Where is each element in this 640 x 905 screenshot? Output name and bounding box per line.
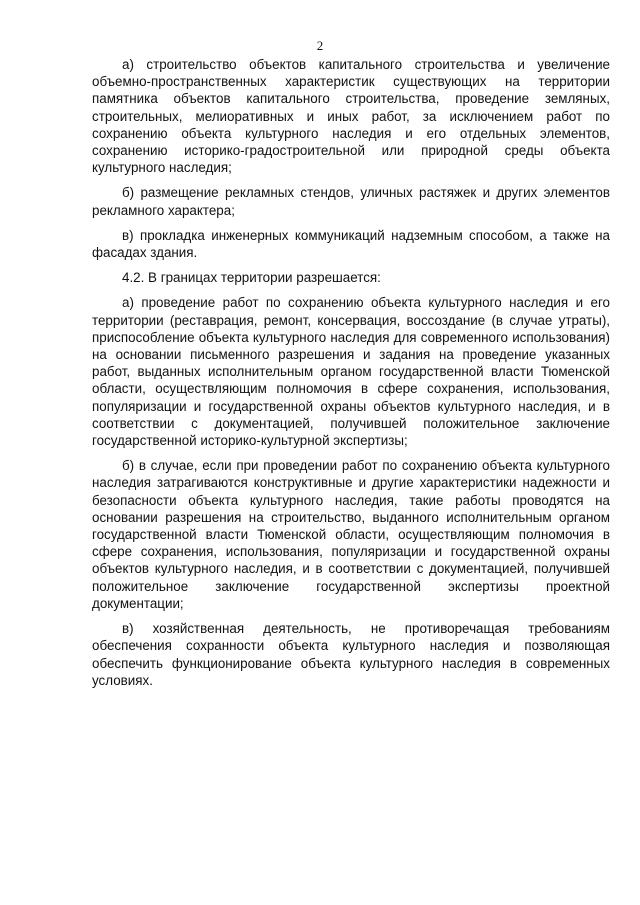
- paragraph-permitted-economic-activity: в) хозяйственная деятельность, не противоречащая требованиям обеспечения сохранности объекта культурного наследия и позволяющая обеспечить функционирование объекта культурного наследия в современных условиях.: [92, 621, 610, 688]
- paragraph-prohibited-construction: а) строительство объектов капитального строительства и увеличение объемно-пространственных характеристик существующих на территории памятника объектов капитального строительства, проведение земляных, строительных, мелиоративных и иных работ, за исключением работ по сохранению объекта культурного наследия и его отдельных элементов, сохранению историко-градостроительной или природной среды объекта культурного наследия;: [92, 57, 610, 176]
- paragraph-prohibited-advertising: б) размещение рекламных стендов, уличных растяжек и других элементов рекламного характера;: [92, 185, 610, 218]
- section-heading-4-2: 4.2. В границах территории разрешается:: [122, 270, 381, 286]
- paragraph-permitted-preservation: а) проведение работ по сохранению объекта культурного наследия и его территории (реставрация, ремонт, консервация, воссоздание (в случае утраты), приспособление объекта культурного наследия для современного использования) на основании письменного разрешения и задания на проведение указанных работ, выданных исполнительным органом государственной власти Тюменской области, осуществляющим полномочия в сфере сохранения, использования, популяризации и государственной охраны объектов культурного наследия, и в соответствии с документацией, получившей положительное заключение государственной историко-культурной экспертизы;: [92, 295, 610, 449]
- paragraph-prohibited-utilities: в) прокладка инженерных коммуникаций надземным способом, а также на фасадах здания.: [92, 227, 610, 261]
- document-body: [92, 56, 610, 697]
- page-number: 2: [316, 38, 324, 53]
- paragraph-permitted-construction-permit: б) в случае, если при проведении работ по сохранению объекта культурного наследия затрагиваются конструктивные и другие характеристики надежности и безопасности объекта культурного наследия, такие работы проводятся на основании разрешения на строительство, выданного исполнительным органом государственной власти Тюменской области, осуществляющим полномочия в сфере сохранения, использования, популяризации и государственной охраны объектов культурного наследия, и в соответствии с документацией, получившей положительное заключение государственной экспертизы проектной документации;: [92, 458, 610, 611]
